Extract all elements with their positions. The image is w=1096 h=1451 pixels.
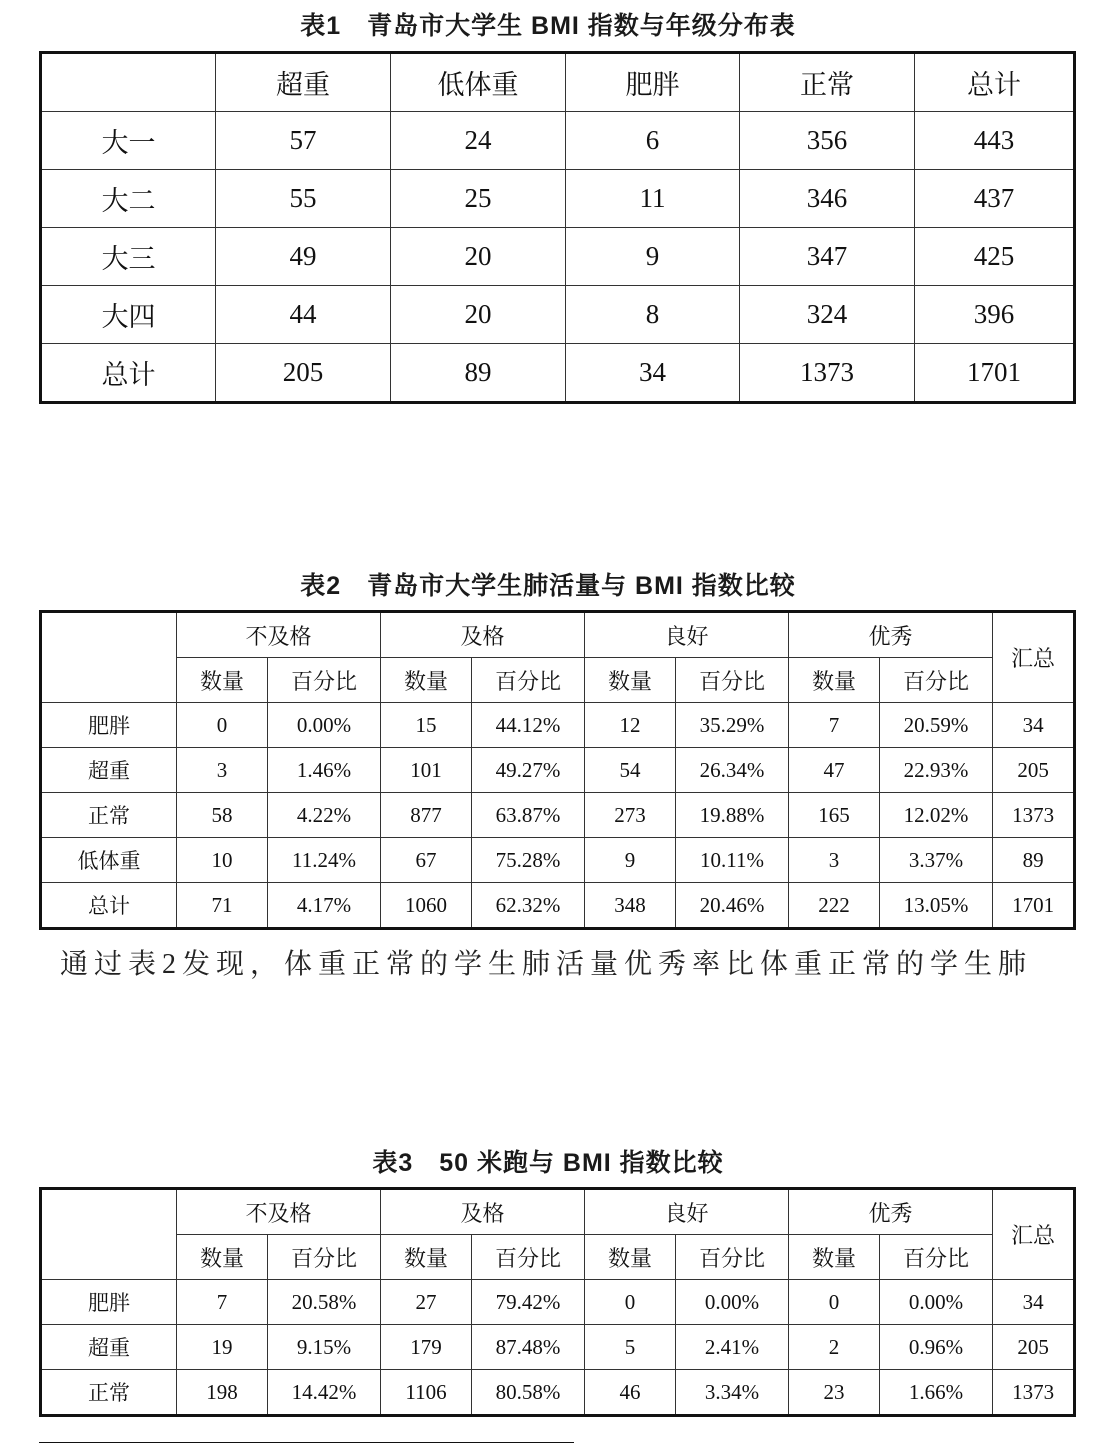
table-cell: 49 [216, 228, 391, 286]
table-cell: 222 [789, 883, 880, 929]
table-row [41, 112, 1075, 170]
table-cell: 49.27% [472, 748, 585, 793]
table-cell: 1373 [993, 793, 1075, 838]
table-cell: 54 [585, 748, 676, 793]
row-label: 大四 [41, 286, 216, 344]
table-cell: 425 [915, 228, 1075, 286]
table-cell: 3.34% [676, 1370, 789, 1416]
bmi-grade-table [39, 51, 1076, 404]
table-cell: 347 [740, 228, 915, 286]
header-cell: 总计 [915, 53, 1075, 112]
table-cell: 62.32% [472, 883, 585, 929]
table-total-row [41, 344, 1075, 403]
table-cell: 324 [740, 286, 915, 344]
table-cell: 1373 [993, 1370, 1075, 1416]
table-row [41, 1280, 1075, 1325]
row-label: 正常 [41, 1370, 177, 1416]
table-cell: 0 [177, 703, 268, 748]
sub-header-percent: 百分比 [268, 658, 381, 703]
table-cell: 34 [566, 344, 740, 403]
table-cell: 47 [789, 748, 880, 793]
table-group-header-row [41, 1189, 1075, 1235]
table-cell: 348 [585, 883, 676, 929]
table-cell: 443 [915, 112, 1075, 170]
sub-header-percent: 百分比 [472, 1235, 585, 1280]
table-cell: 20.46% [676, 883, 789, 929]
table-cell: 101 [381, 748, 472, 793]
table-cell: 9 [566, 228, 740, 286]
sub-header-count: 数量 [585, 658, 676, 703]
sub-header-count: 数量 [585, 1235, 676, 1280]
table-cell: 1106 [381, 1370, 472, 1416]
table-cell: 44.12% [472, 703, 585, 748]
table-sub-header-row [41, 1235, 1075, 1280]
sub-header-count: 数量 [177, 658, 268, 703]
table-row [41, 793, 1075, 838]
table-cell: 1701 [993, 883, 1075, 929]
table-cell: 2 [789, 1325, 880, 1370]
table-cell: 11 [566, 170, 740, 228]
table-cell: 71 [177, 883, 268, 929]
summary-header: 汇总 [993, 612, 1075, 703]
summary-header: 汇总 [993, 1189, 1075, 1280]
header-cell: 超重 [216, 53, 391, 112]
table-cell: 89 [391, 344, 566, 403]
table-cell: 15 [381, 703, 472, 748]
table-cell: 25 [391, 170, 566, 228]
header-cell: 肥胖 [566, 53, 740, 112]
table-total-row [41, 883, 1075, 929]
table-cell: 1701 [915, 344, 1075, 403]
table1-caption: 表1 青岛市大学生 BMI 指数与年级分布表 [300, 12, 796, 40]
table-cell: 26.34% [676, 748, 789, 793]
row-label: 总计 [41, 344, 216, 403]
table-cell: 87.48% [472, 1325, 585, 1370]
row-label: 正常 [41, 793, 177, 838]
table-cell: 63.87% [472, 793, 585, 838]
table-cell: 12 [585, 703, 676, 748]
table-cell: 35.29% [676, 703, 789, 748]
table-cell: 4.17% [268, 883, 381, 929]
table-cell: 10.11% [676, 838, 789, 883]
table-cell: 7 [789, 703, 880, 748]
table-cell: 2.41% [676, 1325, 789, 1370]
table-cell: 0.00% [268, 703, 381, 748]
sub-header-percent: 百分比 [880, 658, 993, 703]
table-cell: 8 [566, 286, 740, 344]
table-cell: 0.00% [880, 1280, 993, 1325]
table-cell: 0 [789, 1280, 880, 1325]
table-cell: 80.58% [472, 1370, 585, 1416]
lung-capacity-bmi-table [39, 610, 1076, 930]
table-cell: 396 [915, 286, 1075, 344]
table-cell: 1373 [740, 344, 915, 403]
table-cell: 9 [585, 838, 676, 883]
table3-caption: 表3 50 米跑与 BMI 指数比较 [372, 1149, 724, 1177]
table-group-header-row [41, 612, 1075, 658]
table-cell: 58 [177, 793, 268, 838]
header-cell: 正常 [740, 53, 915, 112]
table-cell: 1.46% [268, 748, 381, 793]
table-cell: 23 [789, 1370, 880, 1416]
row-label: 大二 [41, 170, 216, 228]
table-cell: 20.59% [880, 703, 993, 748]
sub-header-count: 数量 [789, 1235, 880, 1280]
row-label: 低体重 [41, 838, 177, 883]
header-cell: 低体重 [391, 53, 566, 112]
table-cell: 19 [177, 1325, 268, 1370]
footnote-rule [39, 1442, 574, 1443]
table-cell: 9.15% [268, 1325, 381, 1370]
table-cell: 3 [789, 838, 880, 883]
group-header-pass: 及格 [381, 612, 585, 658]
table-row [41, 170, 1075, 228]
table-cell: 10 [177, 838, 268, 883]
table-cell: 198 [177, 1370, 268, 1416]
table-cell: 12.02% [880, 793, 993, 838]
table-cell: 3.37% [880, 838, 993, 883]
table-row [41, 1325, 1075, 1370]
table-cell: 179 [381, 1325, 472, 1370]
sub-header-percent: 百分比 [268, 1235, 381, 1280]
table-row [41, 838, 1075, 883]
table-cell: 20.58% [268, 1280, 381, 1325]
row-label: 肥胖 [41, 1280, 177, 1325]
table-cell: 0.96% [880, 1325, 993, 1370]
group-header-fail: 不及格 [177, 612, 381, 658]
table-cell: 205 [216, 344, 391, 403]
header-cell [41, 53, 216, 112]
table-cell: 20 [391, 286, 566, 344]
table-cell: 11.24% [268, 838, 381, 883]
run-50m-bmi-table [39, 1187, 1076, 1417]
table-cell: 3 [177, 748, 268, 793]
table-cell: 7 [177, 1280, 268, 1325]
table2-caption: 表2 青岛市大学生肺活量与 BMI 指数比较 [300, 572, 796, 600]
group-header-good: 良好 [585, 612, 789, 658]
corner-cell [41, 1189, 177, 1280]
table-cell: 75.28% [472, 838, 585, 883]
table-cell: 67 [381, 838, 472, 883]
table-row [41, 703, 1075, 748]
table-cell: 205 [993, 1325, 1075, 1370]
group-header-pass: 及格 [381, 1189, 585, 1235]
table-cell: 14.42% [268, 1370, 381, 1416]
sub-header-percent: 百分比 [676, 658, 789, 703]
clipped-body-text [60, 938, 1070, 980]
table-cell: 1.66% [880, 1370, 993, 1416]
table-cell: 46 [585, 1370, 676, 1416]
table-cell: 4.22% [268, 793, 381, 838]
table-cell: 89 [993, 838, 1075, 883]
sub-header-count: 数量 [381, 1235, 472, 1280]
table-cell: 34 [993, 703, 1075, 748]
table-cell: 1060 [381, 883, 472, 929]
group-header-fail: 不及格 [177, 1189, 381, 1235]
table-row [41, 748, 1075, 793]
table-row [41, 228, 1075, 286]
sub-header-count: 数量 [381, 658, 472, 703]
table-cell: 877 [381, 793, 472, 838]
table-cell: 6 [566, 112, 740, 170]
table-cell: 57 [216, 112, 391, 170]
sub-header-count: 数量 [177, 1235, 268, 1280]
table-cell: 34 [993, 1280, 1075, 1325]
group-header-good: 良好 [585, 1189, 789, 1235]
row-label: 大三 [41, 228, 216, 286]
sub-header-count: 数量 [789, 658, 880, 703]
table-cell: 205 [993, 748, 1075, 793]
group-header-excellent: 优秀 [789, 612, 993, 658]
table-cell: 346 [740, 170, 915, 228]
row-label: 超重 [41, 748, 177, 793]
table-row [41, 286, 1075, 344]
table-cell: 79.42% [472, 1280, 585, 1325]
table-cell: 273 [585, 793, 676, 838]
clipped-body-text-content: 通过表2发现，体重正常的学生肺活量优秀率比体重正常的学生肺 [60, 949, 1033, 980]
table-header-row [41, 53, 1075, 112]
table-cell: 0 [585, 1280, 676, 1325]
table-cell: 13.05% [880, 883, 993, 929]
row-label: 大一 [41, 112, 216, 170]
group-header-excellent: 优秀 [789, 1189, 993, 1235]
sub-header-percent: 百分比 [676, 1235, 789, 1280]
table-cell: 55 [216, 170, 391, 228]
table-cell: 0.00% [676, 1280, 789, 1325]
row-label: 总计 [41, 883, 177, 929]
sub-header-percent: 百分比 [880, 1235, 993, 1280]
table-cell: 20 [391, 228, 566, 286]
table-cell: 5 [585, 1325, 676, 1370]
table-cell: 24 [391, 112, 566, 170]
corner-cell [41, 612, 177, 703]
sub-header-percent: 百分比 [472, 658, 585, 703]
table-cell: 165 [789, 793, 880, 838]
row-label: 超重 [41, 1325, 177, 1370]
table-cell: 44 [216, 286, 391, 344]
table-cell: 27 [381, 1280, 472, 1325]
table-cell: 356 [740, 112, 915, 170]
table-sub-header-row [41, 658, 1075, 703]
table-row [41, 1370, 1075, 1416]
table-cell: 437 [915, 170, 1075, 228]
row-label: 肥胖 [41, 703, 177, 748]
table-cell: 22.93% [880, 748, 993, 793]
table-cell: 19.88% [676, 793, 789, 838]
